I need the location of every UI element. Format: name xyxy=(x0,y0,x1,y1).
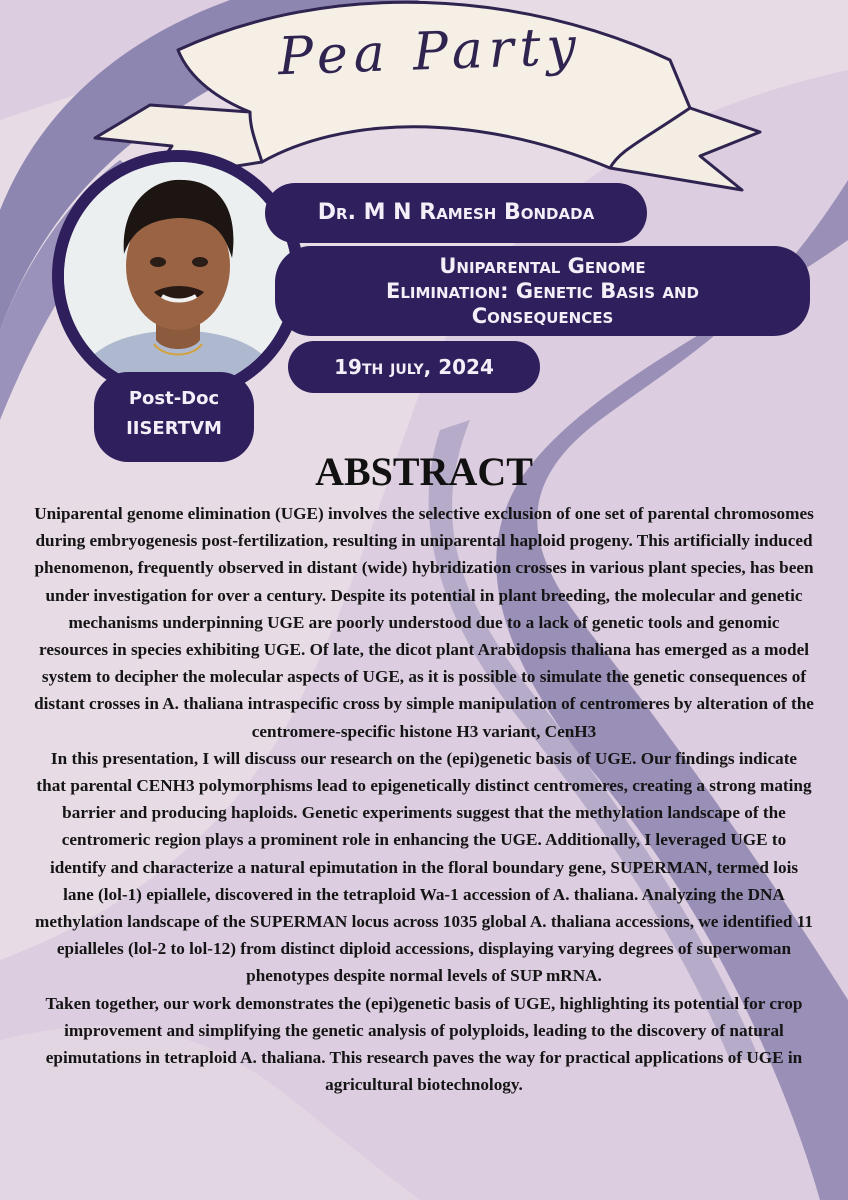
abstract-paragraph-2: In this presentation, I will discuss our research on the (epi)genetic basis of UGE. Our findings indicate that parental CENH3 polymorphisms lead to epigenetically distinct centromeres, creating a strong mating barrier and producing haploids. Genetic experiments suggest that the methylation landscape of the centromeric region plays a prominent role in enhancing the UGE. Additionally, I leveraged UGE to identify and characterize a natural epimutation in the floral boundary gene, SUPERMAN, termed lois lane (lol-1) epiallele, discovered in the tetraploid Wa-1 accession of A. thaliana. Analyzing the DNA methylation landscape of the SUPERMAN locus across 1035 global A. thaliana accessions, we identified 11 epialleles (lol-2 to lol-12) from distinct diploid accessions, displaying varying degrees of superwoman phenotypes despite normal levels of SUP mRNA. xyxy=(35,748,813,986)
abstract-body xyxy=(34,500,814,1098)
talk-title xyxy=(275,246,810,336)
talk-date: 19th july, 2024 xyxy=(288,341,540,393)
speaker-institute: IISERTVM xyxy=(126,418,222,439)
abstract-heading: ABSTRACT xyxy=(315,449,533,494)
speaker-photo xyxy=(64,162,292,390)
talk-title-line-2: Elimination: Genetic Basis and xyxy=(386,279,699,303)
speaker-name: Dr. M N Ramesh Bondada xyxy=(265,183,647,243)
abstract-paragraph-1: Uniparental genome elimination (UGE) involves the selective exclusion of one set of parental chromosomes during embryogenesis post-fertilization, resulting in uniparental haploid progeny. This artificially induced phenomenon, frequently observed in distant (wide) hybridization crosses in various plant species, has been under investigation for over a century. Despite its potential in plant breeding, the molecular and genetic mechanisms underpinning UGE are poorly understood due to a lack of genetic tools and genomic resources in species exhibiting UGE. Of late, the dicot plant Arabidopsis thaliana has emerged as a model system to decipher the molecular aspects of UGE, as it is possible to simulate the genetic consequences of distant crosses in A. thaliana intraspecific cross by simple manipulation of centromeres by alteration of the centromere-specific histone H3 variant, CenH3 xyxy=(34,504,814,741)
talk-title-line-1: Uniparental Genome xyxy=(439,254,646,278)
talk-title-line-3: Consequences xyxy=(471,304,614,328)
event-title: Pea Party xyxy=(277,16,583,88)
speaker-portrait-icon xyxy=(64,162,292,390)
speaker-role: Post-Doc xyxy=(128,388,220,409)
abstract-paragraph-3: Taken together, our work demonstrates the (epi)genetic basis of UGE, highlighting its potential for crop improvement and simplifying the genetic analysis of polyploids, leading to the discovery of natural epimutations in tetraploid A. thaliana. This research paves the way for practical applications of UGE in agricultural biotechnology. xyxy=(45,993,803,1095)
